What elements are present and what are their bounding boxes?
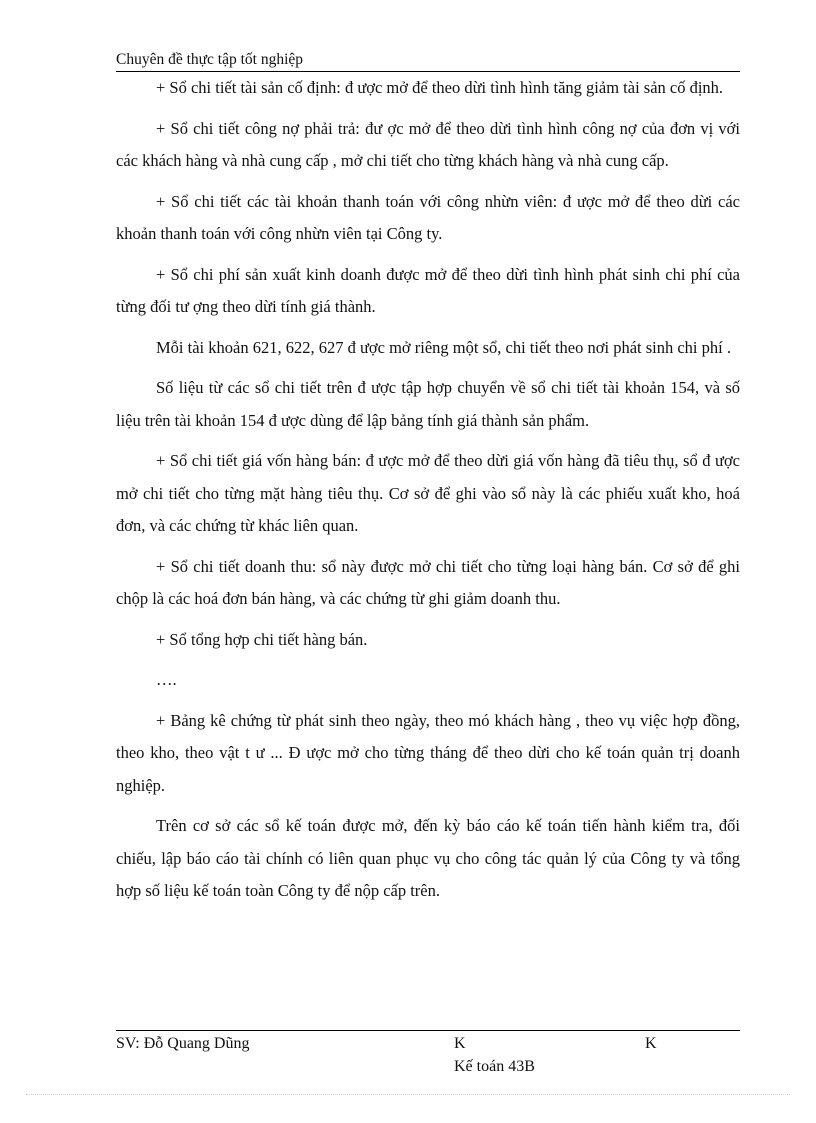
paragraph-accounts-621-622-627: Mỗi tài khoản 621, 622, 627 đ ược mở riêng một sổ, chi tiết theo nơi phát sinh chi phí . xyxy=(156,337,731,357)
paragraph-account-154: Số liệu từ các sổ chi tiết trên đ ược tập hợp chuyển về sổ chi tiết tài khoản 154, và số liệu trên tài khoản 154 đ ược dùng để lập bảng tính giá thành sản phẩm. xyxy=(116,378,740,430)
page-header-title: Chuyên đề thực tập tốt nghiệp xyxy=(116,50,740,72)
paragraph-payables-ledger: + Sổ chi tiết công nợ phải trả: đư ợc mở để theo dừi tình hình công nợ của đơn vị với các khách hàng và nhà cung cấp , mở chi tiết cho từng khách hàng và nhà cung cấp. xyxy=(116,118,740,170)
paragraph-revenue-ledger: + Sổ chi tiết doanh thu: sổ này được mở chi tiết cho từng loại hàng bán. Cơ sở để ghi chộp là các hoá đơn bán hàng, và các chứng từ ghi giảm doanh thu. xyxy=(116,556,740,608)
footer-student-name: SV: Đỗ Quang Dũng xyxy=(116,1035,250,1052)
footer-class-line1: K xyxy=(454,1035,466,1052)
footer-divider xyxy=(116,1030,740,1031)
paragraph-reporting: Trên cơ sở các sổ kế toán được mở, đến kỳ báo cáo kế toán tiến hành kiểm tra, đối chiếu, lập báo cáo tài chính có liên quan phục vụ cho công tác quản lý của Công ty và tổng hợp số liệu kế toán toàn Công ty để nộp cấp trên. xyxy=(116,816,740,900)
page-bottom-dotted-edge xyxy=(26,1094,790,1095)
footer-class xyxy=(454,1034,594,1077)
document-body xyxy=(116,72,740,916)
paragraph-production-cost-ledger: + Sổ chi phí sản xuất kinh doanh được mở để theo dừi tình hình phát sinh chi phí của từng đối tư ợng theo dừi tính giá thành. xyxy=(116,264,740,316)
paragraph-fixed-assets-ledger: + Sổ chi tiết tài sản cố định: đ ược mở để theo dừi tình hình tăng giảm tài sản cố định. xyxy=(156,78,724,97)
footer-class-line2: Kế toán 43B xyxy=(454,1058,535,1075)
footer-right-label: K xyxy=(645,1035,657,1052)
paragraph-ellipsis: …. xyxy=(156,670,177,689)
paragraph-voucher-list: + Bảng kê chứng từ phát sinh theo ngày, theo mó khách hàng , theo vụ việc hợp đồng, theo kho, theo vật t ư ... Đ ược mở cho từng tháng để theo dừi cho kế toán quản trị doanh nghiệp. xyxy=(116,710,740,795)
paragraph-cost-of-goods-ledger: + Sổ chi tiết giá vốn hàng bán: đ ược mở để theo dừi giá vốn hàng đã tiêu thụ, sổ đ ược mở chi tiết cho từng mặt hàng tiêu thụ. Cơ sở để ghi vào sổ này là các phiếu xuất kho, hoá đơn, và các chứng từ khác liên quan. xyxy=(116,451,740,535)
paragraph-employee-payments-ledger: + Sổ chi tiết các tài khoản thanh toán với công nhừn viên: đ ược mở để theo dừi các khoản thanh toán với công nhừn viên tại Công ty. xyxy=(116,191,740,243)
paragraph-sales-summary: + Sổ tổng hợp chi tiết hàng bán. xyxy=(156,629,368,649)
